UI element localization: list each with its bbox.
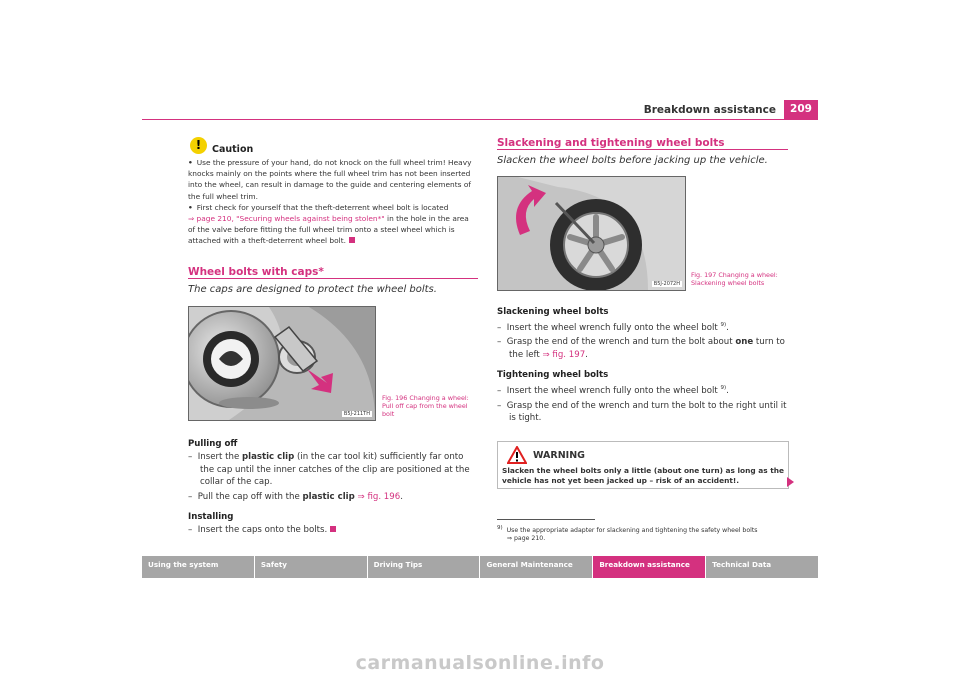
end-mark-icon — [349, 237, 355, 243]
section-heading-caps: Wheel bolts with caps* — [188, 266, 324, 278]
figure-code: B5J-211TH — [343, 411, 370, 417]
caution-icon: ! — [190, 137, 207, 154]
warning-box — [497, 441, 789, 489]
wheel-wrench-illustration — [498, 177, 685, 290]
figure-197-caption: Fig. 197 Changing a wheel: Slackening wheel bolts — [691, 271, 778, 287]
section-heading-bolts: Slackening and tightening wheel bolts — [497, 137, 725, 149]
step-bold-term: one — [735, 337, 754, 348]
tab-driving-tips[interactable]: Driving Tips — [368, 556, 481, 578]
footnote-text: Use the appropriate adapter for slackening and tightening the safety wheel bolts — [506, 527, 758, 535]
caps-instructions — [188, 438, 478, 539]
step-text: Pull the cap off with the — [197, 492, 303, 503]
caution-item-1 — [188, 157, 478, 202]
bolts-instructions — [497, 306, 788, 427]
figure-196-caption: Fig. 196 Changing a wheel: Pull off cap from the wheel bolt — [382, 394, 469, 418]
tab-technical-data[interactable]: Technical Data — [706, 556, 818, 578]
step-pull-cap: – Pull the cap off with the plastic clip ⇒ fig. 196. — [188, 492, 403, 503]
step-bold-term: plastic clip — [302, 492, 355, 503]
step-text: Insert the — [197, 451, 242, 462]
figure-196-wheel-cap — [188, 306, 376, 421]
continue-arrow-icon — [787, 477, 794, 487]
section-subtitle-bolts: Slacken the wheel bolts before jacking up the vehicle. — [497, 155, 768, 166]
caution-list — [188, 157, 478, 247]
step-tighten-insert: – Insert the wheel wrench fully onto the wheel bolt $^{9)}$. — [497, 384, 729, 396]
page-number-badge: 209 — [784, 100, 818, 119]
step-text: Grasp the end of the wrench and turn the bolt about — [506, 337, 736, 348]
fig-197-link[interactable]: ⇒ fig. 197 — [542, 350, 586, 361]
step-bold-term: plastic clip — [241, 451, 295, 462]
page-210-link[interactable]: ⇒ page 210, "Securing wheels against being stolen*" — [188, 214, 385, 224]
step-insert-caps: – Insert the caps onto the bolts. — [188, 524, 478, 537]
section-subtitle-caps: The caps are designed to protect the wheel bolts. — [188, 284, 437, 295]
end-mark-icon — [330, 526, 336, 532]
tab-safety[interactable]: Safety — [255, 556, 368, 578]
caution-title: Caution — [212, 144, 254, 155]
tab-general-maintenance[interactable]: General Maintenance — [480, 556, 593, 578]
step-text: (in the car tool kit) sufficiently far onto the cap until the inner catches of the clip are positioned at the collar of the cap. — [200, 451, 470, 488]
step-text: turn to the left — [509, 337, 785, 361]
chapter-nav — [142, 556, 818, 578]
tightening-heading: Tightening wheel bolts — [497, 370, 609, 381]
step-text: Insert the caps onto the bolts. — [197, 524, 328, 535]
section-divider — [188, 278, 478, 279]
caution-item-2 — [188, 202, 478, 247]
footnote — [497, 524, 789, 543]
footnote-divider — [497, 519, 595, 520]
tab-using-the-system[interactable]: Using the system — [142, 556, 255, 578]
wheel-cap-illustration — [189, 307, 375, 420]
step-text: Insert the wheel wrench fully onto the wheel bolt — [506, 385, 718, 396]
footnote-ref[interactable]: 9) — [720, 321, 727, 328]
figure-code: B5J-2072H — [653, 281, 680, 287]
step-slacken-turn: – Grasp the end of the wrench and turn the bolt about one turn to the left ⇒ fig. 197. — [497, 337, 785, 361]
caution-item-2-text-cont: in the hole in the area of the valve before fitting the full wheel trim onto a steel wheel which is attached with a theft-deterrent wheel bolt. — [188, 214, 469, 246]
warning-triangle-icon — [507, 446, 527, 464]
warning-title: WARNING — [533, 450, 585, 461]
running-header-title: Breakdown assistance — [643, 104, 776, 116]
pulling-off-heading: Pulling off — [188, 439, 238, 449]
header-divider — [142, 119, 818, 120]
footnote-page-link[interactable]: ⇒ page 210. — [506, 535, 546, 543]
footnote-mark: 9) — [497, 525, 503, 531]
step-text: Grasp the end of the wrench and turn the bolt to the right until it is tight. — [506, 400, 787, 424]
caution-item-1-text: Use the pressure of your hand, do not knock on the full wheel trim! Heavy knocks mainly on the points where the full wheel trim has not been inserted into the wheel, can result in damage to the guide and centering elements of the full wheel trim. — [188, 158, 472, 201]
installing-heading: Installing — [188, 511, 234, 522]
caution-item-2-text: First check for yourself that the theft-deterrent wheel bolt is located — [196, 202, 449, 212]
step-slacken-insert: – Insert the wheel wrench fully onto the wheel bolt $^{9)}$. — [497, 321, 729, 333]
warning-text: Slacken the wheel bolts only a little (about one turn) as long as the vehicle has not yet been jacked up – risk of an accident!. — [502, 466, 785, 485]
slackening-heading: Slackening wheel bolts — [497, 307, 609, 317]
fig-196-link[interactable]: ⇒ fig. 196 — [357, 492, 401, 503]
step-text: Insert the wheel wrench fully onto the wheel bolt — [506, 322, 718, 333]
section-divider — [497, 149, 788, 150]
figure-197-wheel-wrench — [497, 176, 686, 291]
step-tighten-turn: – Grasp the end of the wrench and turn the bolt to the right until it is tight. — [497, 400, 787, 424]
watermark: carmanualsonline.info — [355, 652, 605, 674]
tab-breakdown-assistance[interactable]: Breakdown assistance — [593, 556, 706, 578]
footnote-ref[interactable]: 9) — [720, 384, 727, 391]
step-insert-clip: – Insert the plastic clip (in the car tool kit) sufficiently far onto the cap until the inner catches of the clip are positioned at the collar of the cap. — [188, 451, 470, 488]
